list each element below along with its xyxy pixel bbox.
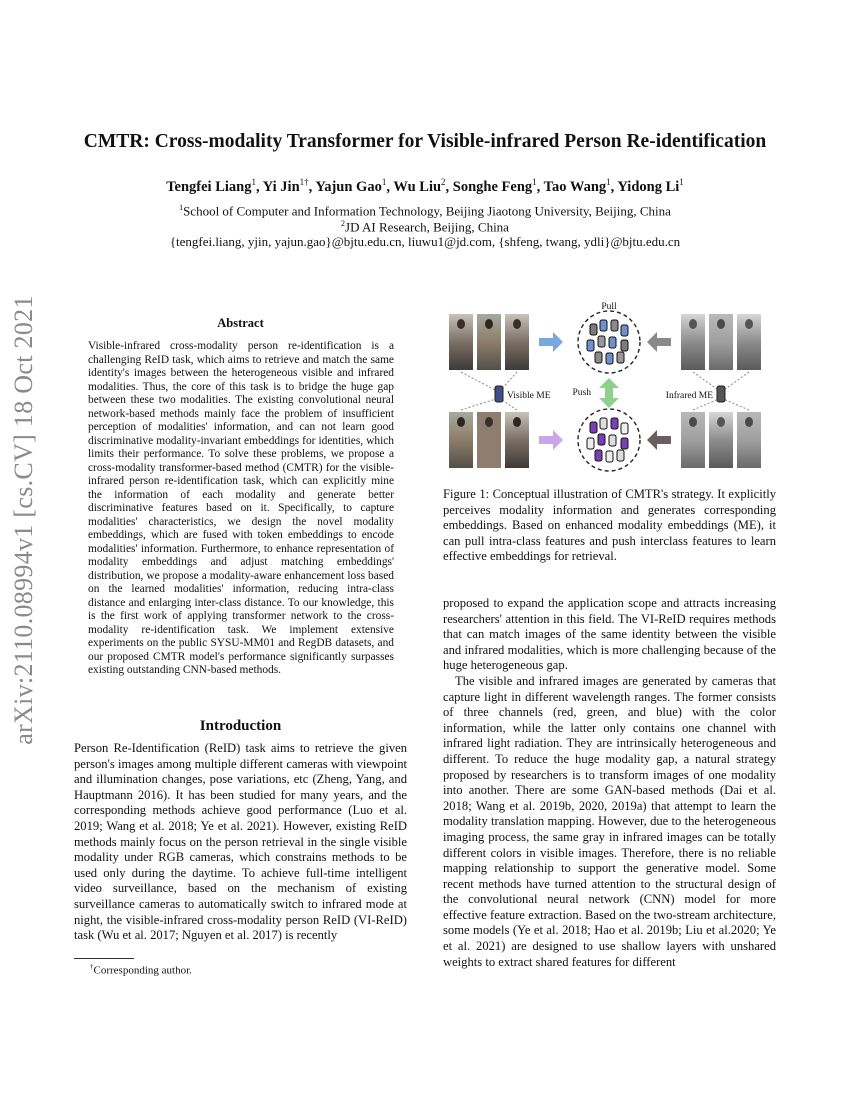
visible-me-label: Visible ME — [507, 391, 551, 401]
infrared-me-token — [717, 386, 725, 402]
introduction-paragraph: Person Re-Identification (ReID) task aims to retrieve the given person's images among multiple different cameras with viewpoint and illumination changes, pose variations, etc (Zheng, Yang, and Hauptmann 2016). It has been studied for many years, and the corresponding methods achieve good performance (Luo et al. 2019; Wang et al. 2018; Ye et al. 2021). However, existing ReID methods mainly focus on the person retrieval in the single visible modality under RGB cameras, which constrains methods to be used only during the daytime. To achieve full-time intelligent video surveillance, based on the mechanism of existing surveillance cameras to automatically switch to infrared mode at night, the visible-infrared cross-modality person ReID (VI-ReID) task (Wu et al. 2017; Nguyen et al. 2017) is recently — [74, 741, 407, 943]
author-affiliation-mark: 2 — [441, 177, 446, 187]
visible-images-top — [449, 314, 529, 370]
body-paragraph: The visible and infrared images are generated by cameras that capture light in different wavelength ranges. The former consists of three channels (red, green, and blue) with the color information, while the latter only contains one channel with infrared light radiation. They are intrinsically heterogeneous and different. To reduce the huge modality gap, a natural strategy proposed by researchers is to transform images of one modality into another. There are some GAN-based methods (Dai et al. 2018; Wang et al. 2019b, 2020, 2019a) that attempt to learn the modality translation mapping. However, due to the heterogeneous imaging process, the same gray in infrared images can be totally different colors in visible images. Therefore, there is no reliable mapping relationship to support the generative model. Some recent methods have turned attention to the structural design of the convolutional neural network (CNN) model for more effective feature extraction. Based on the two-stream architecture, some models (Ye et al. 2018; Hao et al. 2019b; Liu et al.2020; Ye et al. 2021) are designed to use shallow layers with unshared weights to extract shared features for different — [443, 673, 776, 969]
author-affiliation-mark: 1 — [251, 177, 256, 187]
footnote-text: Corresponding author. — [93, 964, 192, 977]
arrow-infrared-bottom — [647, 430, 671, 450]
author-affiliation-mark: 1 — [679, 177, 684, 187]
author-name: Tengfei Liang — [166, 178, 252, 195]
body-paragraph: proposed to expand the application scope and attracts increasing researchers' attention in this field. The VI-ReID requires methods that can match images of the same identity between the visible and infrared modalities, which is more challenging because of the huge heterogeneous gap. — [443, 596, 776, 673]
feature-tokens-bottom — [587, 418, 628, 462]
author-name: Yajun Gao — [315, 178, 382, 195]
affiliation-1 — [60, 203, 790, 219]
author-list: Tengfei Liang$^1$, Yi Jin$^{1\dagger}$, Yajun Gao$^1$, Wu Liu$^2$, Songhe Feng$^1$, Tao Wang$^1$, Yidong Li$^1$ — [166, 177, 684, 195]
figure-1-caption: Figure 1: Conceptual illustration of CMTR's strategy. It explicitly perceives modality information and generates corresponding embeddings. Based on enhanced modality embeddings (ME), it can pull intra-class features and push interclass features to learn effective embeddings for retrieval. — [443, 487, 776, 564]
abstract-body: Visible-infrared cross-modality person re-identification is a challenging ReID task, which aims to retrieve and match the same identity's images between the heterogeneous visible and infrared modalities. Thus, the core of this task is to bridge the huge gap between these two modalities. The existing convolutional neural network-based methods mainly face the problem of insufficient perception of modalities' information, and can not learn good discriminative modality-invariant embeddings for identities, which limits their performance. To solve these problems, we propose a cross-modality transformer-based method (CMTR) for the visible-infrared person re-identification task, which can explicitly mine the information of each modality and generate better discriminative features based on it. Specifically, to capture modalities' characteristics, we design the novel modality embeddings, which are fused with token embeddings to encode modalities' information. Furthermore, to enhance representation of modality embeddings and adjust matching embeddings' distribution, we propose a modality-aware enhancement loss based on the learned modalities' information, reducing intra-class distance and enlarging inter-class distance. To our knowledge, this is the first work of applying transformer network to the cross-modality re-identification task. We implement extensive experiments on the public SYSU-MM01 and RegDB datasets, and our proposed CMTR model's performance significantly surpasses existing outstanding CNN-based methods. — [88, 340, 394, 676]
author-emails: {tengfei.liang, yjin, yajun.gao}@bjtu.edu.cn, liuwu1@jd.com, {shfeng, twang, ydli}@bjtu.edu.cn — [169, 234, 681, 249]
arrow-visible-bottom — [539, 430, 563, 450]
footnote — [90, 963, 192, 977]
push-arrow — [599, 378, 619, 408]
affiliation-1-mark: 1 — [179, 203, 184, 212]
author-affiliation-mark: 1 — [606, 177, 611, 187]
infrared-me-label: Infrared ME — [665, 391, 713, 401]
paper-title: CMTR: Cross-modality Transformer for Visible-infrared Person Re-identification — [83, 131, 767, 152]
right-column-body — [443, 596, 776, 970]
footnote-rule — [74, 958, 134, 959]
author-affiliation-mark: 1† — [299, 177, 309, 187]
visible-images-bottom — [449, 412, 529, 468]
arxiv-stamp-container — [4, 295, 44, 745]
abstract-heading: Abstract — [217, 316, 264, 330]
introduction-body — [74, 741, 407, 944]
author-name: Yi Jin — [262, 178, 300, 195]
author-name: Yidong Li — [617, 178, 680, 195]
visible-me-token — [495, 386, 503, 402]
author-name: Wu Liu — [393, 178, 442, 195]
footnote-mark: † — [90, 963, 94, 971]
affiliation-1-text: School of Computer and Information Technology, Beijing Jiaotong University, Beijing, China — [183, 203, 671, 219]
affiliation-2 — [60, 219, 790, 235]
arxiv-stamp: arXiv:2110.08994v1 [cs.CV] 18 Oct 2021 — [9, 295, 38, 745]
affiliation-2-text: JD AI Research, Beijing, China — [345, 219, 509, 235]
introduction-heading: Introduction — [199, 718, 282, 734]
pull-label: Pull — [601, 302, 617, 312]
author-affiliation-mark: 1 — [532, 177, 537, 187]
author-name: Tao Wang — [543, 178, 607, 195]
author-name: Songhe Feng — [452, 178, 533, 195]
arrow-infrared-top — [647, 332, 671, 352]
infrared-images-bottom — [681, 412, 761, 468]
push-label: Push — [572, 388, 591, 398]
arrow-visible-top — [539, 332, 563, 352]
figure-1 — [443, 300, 776, 475]
figure-1-illustration — [443, 300, 776, 475]
author-affiliation-mark: 1 — [381, 177, 387, 187]
feature-tokens-top — [587, 320, 628, 364]
infrared-images-top — [681, 314, 761, 370]
affiliation-2-mark: 2 — [341, 219, 346, 228]
